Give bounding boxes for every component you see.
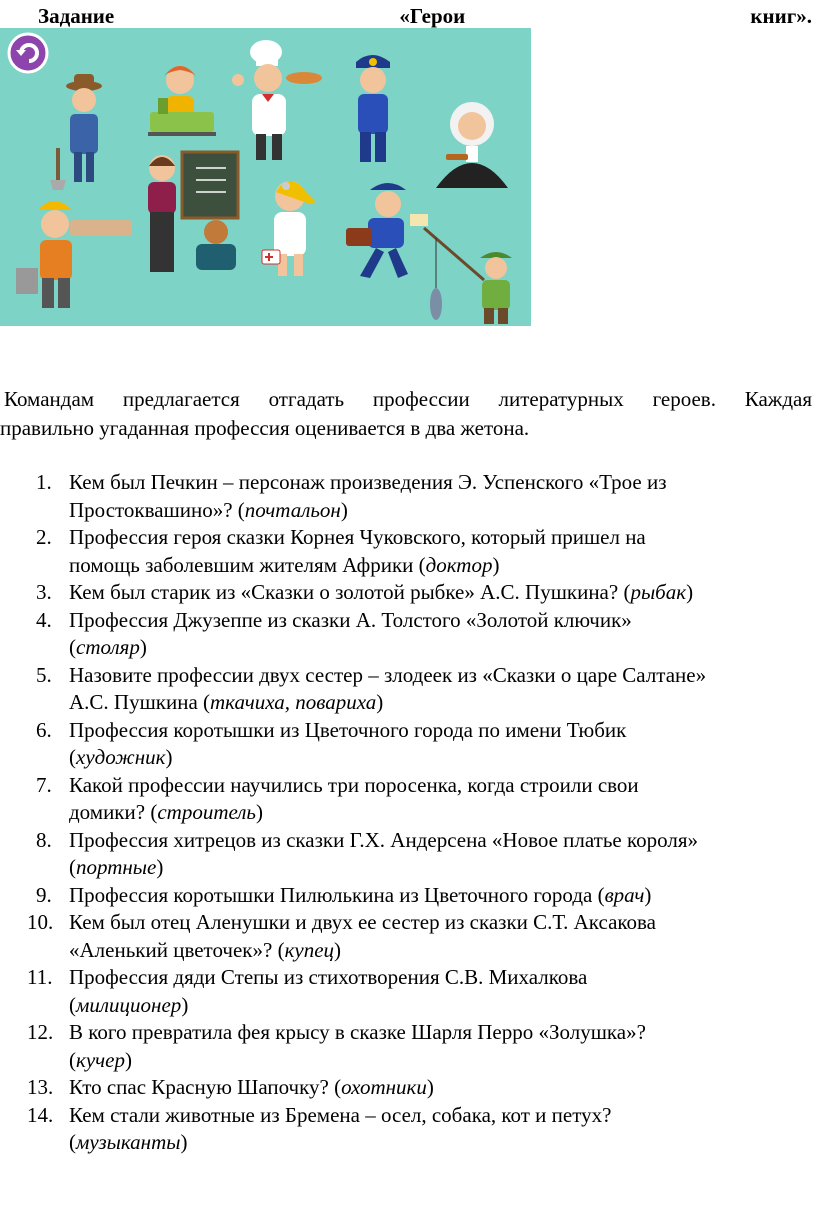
question-text-end: ): [180, 1130, 188, 1154]
item-number: 2.: [36, 525, 52, 549]
answer: художник: [76, 745, 166, 769]
list-item: [0, 1074, 812, 1102]
question-line: Кем был Печкин – персонаж произведения Э. Успенского «Трое из: [69, 470, 667, 494]
item-number: 13.: [27, 1075, 54, 1099]
item-number: 6.: [36, 717, 52, 742]
answer: милиционер: [76, 992, 182, 1017]
question-text: Простоквашино»? (: [69, 497, 245, 522]
answer: рыбак: [630, 580, 687, 604]
question-text: помощь заболевшим жителям Африки (: [69, 552, 426, 577]
list-item: [0, 1102, 812, 1157]
intro-line-2: правильно угаданная профессия оценивается в два жетона.: [0, 416, 530, 440]
item-number: 4.: [36, 607, 52, 632]
answer: столяр: [76, 635, 140, 659]
question-text-end: ): [139, 635, 147, 659]
answer: доктор: [425, 552, 493, 577]
question-text-end: ): [376, 690, 384, 714]
list-item: [0, 579, 812, 607]
question-text: А.С. Пушкина (: [69, 690, 211, 714]
intro-line-1: Командам предлагается отгадать профессии литературных героев. Каждая: [4, 387, 812, 411]
answer: врач: [604, 882, 645, 907]
question-text-end: ): [340, 497, 348, 522]
list-item: [0, 1019, 812, 1074]
item-number: 5.: [36, 662, 52, 687]
professions-illustration: [0, 28, 531, 326]
item-number: 9.: [36, 882, 52, 907]
question-text: (: [69, 635, 76, 659]
back-arrow-icon[interactable]: [9, 34, 47, 72]
question-line: Кем стали животные из Бремена – осел, собака, кот и петух?: [69, 1102, 612, 1127]
list-item: [0, 717, 812, 772]
question-line: Профессия коротышки из Цветочного города по имени Тюбик: [69, 717, 627, 742]
question-text: (: [69, 1130, 76, 1154]
item-number: 7.: [36, 772, 52, 797]
list-item: [0, 662, 812, 717]
question-text-end: ): [124, 1047, 132, 1072]
question-line: В кого превратила фея крысу в сказке Шарля Перро «Золушка»?: [69, 1020, 646, 1044]
question-text: Профессия коротышки Пилюлькина из Цветочного города (: [69, 882, 605, 907]
question-text: Кем был старик из «Сказки о золотой рыбке» А.С. Пушкина? (: [69, 580, 631, 604]
question-text-end: ): [644, 882, 652, 907]
item-number: 1.: [36, 470, 52, 494]
answer: строитель: [157, 800, 256, 824]
question-line: Профессия дяди Степы из стихотворения С.В. Михалкова: [69, 965, 588, 989]
answer: охотники: [341, 1075, 427, 1099]
list-item: [0, 882, 812, 910]
question-text: «Аленький цветочек»? (: [69, 937, 285, 962]
question-line: Профессия героя сказки Корнея Чуковского, который пришел на: [69, 525, 646, 549]
question-text-end: ): [426, 1075, 434, 1099]
item-number: 12.: [27, 1020, 54, 1044]
title-word-books: книг».: [750, 4, 812, 28]
item-number: 3.: [36, 580, 52, 604]
question-text-end: ): [181, 992, 189, 1017]
list-item: [0, 964, 812, 1019]
question-line: Профессия хитрецов из сказки Г.Х. Андерсена «Новое платье короля»: [69, 827, 698, 852]
question-line: Кем был отец Аленушки и двух ее сестер из сказки С.Т. Аксакова: [69, 910, 656, 934]
question-text-end: ): [165, 745, 173, 769]
question-text: домики? (: [69, 800, 158, 824]
questions-list: [0, 469, 812, 1157]
page-title: [38, 4, 812, 28]
question-text: (: [69, 1047, 76, 1072]
intro-text: [0, 385, 812, 443]
list-item: [0, 772, 812, 827]
question-line: Профессия Джузеппе из сказки А. Толстого «Золотой ключик»: [69, 607, 632, 632]
answer: купец: [284, 937, 335, 962]
question-text-end: ): [686, 580, 694, 604]
list-item: [0, 827, 812, 882]
list-item: [0, 607, 812, 662]
list-item: [0, 524, 812, 579]
answer: музыканты: [76, 1130, 181, 1154]
answer: портные: [76, 855, 157, 879]
list-item: [0, 469, 812, 524]
item-number: 11.: [27, 965, 53, 989]
title-word-heroes: «Герои: [399, 4, 466, 28]
question-text: Кто спас Красную Шапочку? (: [69, 1075, 342, 1099]
question-text: (: [69, 855, 76, 879]
question-text-end: ): [256, 800, 263, 824]
question-line: Назовите профессии двух сестер – злодеек из «Сказки о царе Салтане»: [69, 662, 707, 687]
item-number: 10.: [27, 910, 54, 934]
answer: кучер: [76, 1047, 125, 1072]
list-item: [0, 909, 812, 964]
answer: почтальон: [244, 497, 341, 522]
question-line: Какой профессии научились три поросенка, когда строили свои: [69, 772, 639, 797]
answer: ткачиха, повариха: [210, 690, 377, 714]
question-text: (: [69, 992, 76, 1017]
title-word-task: Задание: [38, 4, 115, 28]
question-text-end: ): [156, 855, 164, 879]
question-text: (: [69, 745, 76, 769]
question-text-end: ): [492, 552, 500, 577]
item-number: 8.: [36, 827, 52, 852]
question-text-end: ): [334, 937, 342, 962]
item-number: 14.: [27, 1102, 54, 1127]
